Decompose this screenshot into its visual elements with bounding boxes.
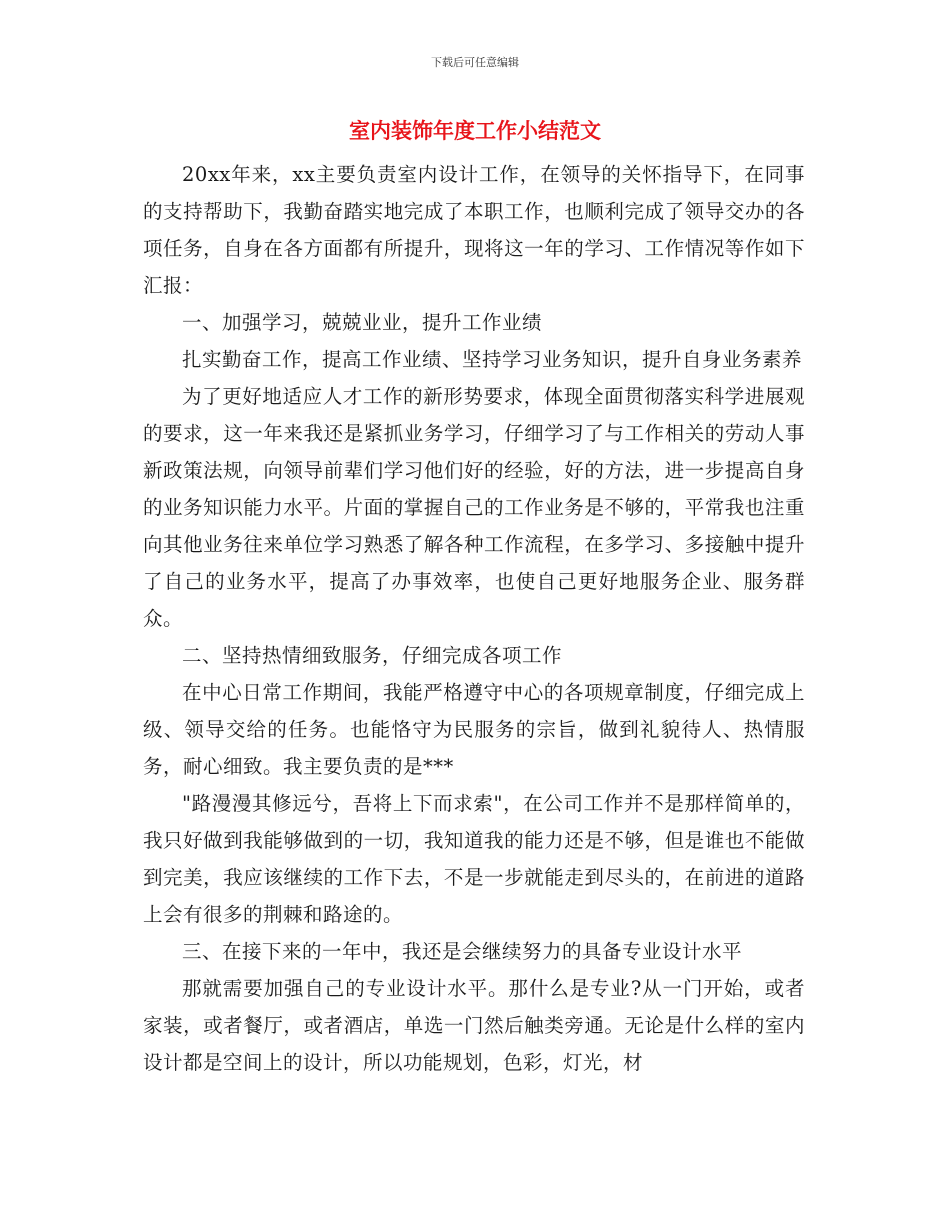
paragraph-service: 在中心日常工作期间，我能严格遵守中心的各项规章制度，仔细完成上级、领导交给的任务。也能恪守为民服务的宗旨，做到礼貌待人、热情服务，耐心细致。我主要负责的是*** xyxy=(143,681,805,778)
document-title: 室内装饰年度工作小结范文 xyxy=(349,119,601,143)
paragraph-intro: 20xx年来，xx主要负责室内设计工作，在领导的关怀指导下，在同事的支持帮助下，我勤奋踏实地完成了本职工作，也顺利完成了领导交办的各项任务，自身在各方面都有所提升，现将这一年的学习、工作情况等作如下汇报： xyxy=(143,163,805,297)
paragraph-quote: "路漫漫其修远兮，吾将上下而求索"，在公司工作并不是那样简单的，我只好做到我能够做到的一切，我知道我的能力还是不够，但是谁也不能做到完美，我应该继续的工作下去，不是一步就能走到尽头的，在前进的道路上会有很多的荆棘和路途的。 xyxy=(143,792,805,926)
section-heading-1: 一、加强学习，兢兢业业，提升工作业绩 xyxy=(182,311,543,334)
paragraph-learning: 为了更好地适应人才工作的新形势要求，体现全面贯彻落实科学进展观的要求，这一年来我还是紧抓业务学习，仔细学习了与工作相关的劳动人事新政策法规，向领导前辈们学习他们好的经验，好的方法，进一步提高自身的业务知识能力水平。片面的掌握自己的工作业务是不够的，平常我也注重向其他业务往来单位学习熟悉了解各种工作流程，在多学习、多接触中提升了自己的业务水平，提高了办事效率，也使自己更好地服务企业、服务群众。 xyxy=(143,385,805,630)
paragraph-subheading: 扎实勤奋工作，提高工作业绩、坚持学习业务知识，提升自身业务素养 xyxy=(182,348,803,371)
page-header-note: 下载后可任意编辑 xyxy=(431,56,519,69)
section-heading-2: 二、坚持热情细致服务，仔细完成各项工作 xyxy=(182,644,563,667)
paragraph-professional: 那就需要加强自己的专业设计水平。那什么是专业?从一门开始，或者家装，或者餐厅，或者酒店，单选一门然后触类旁通。无论是什么样的室内设计都是空间上的设计，所以功能规划，色彩，灯光，材 xyxy=(143,977,805,1074)
section-heading-3: 三、在接下来的一年中，我还是会继续努力的具备专业设计水平 xyxy=(182,940,743,963)
document-body xyxy=(143,156,805,1081)
